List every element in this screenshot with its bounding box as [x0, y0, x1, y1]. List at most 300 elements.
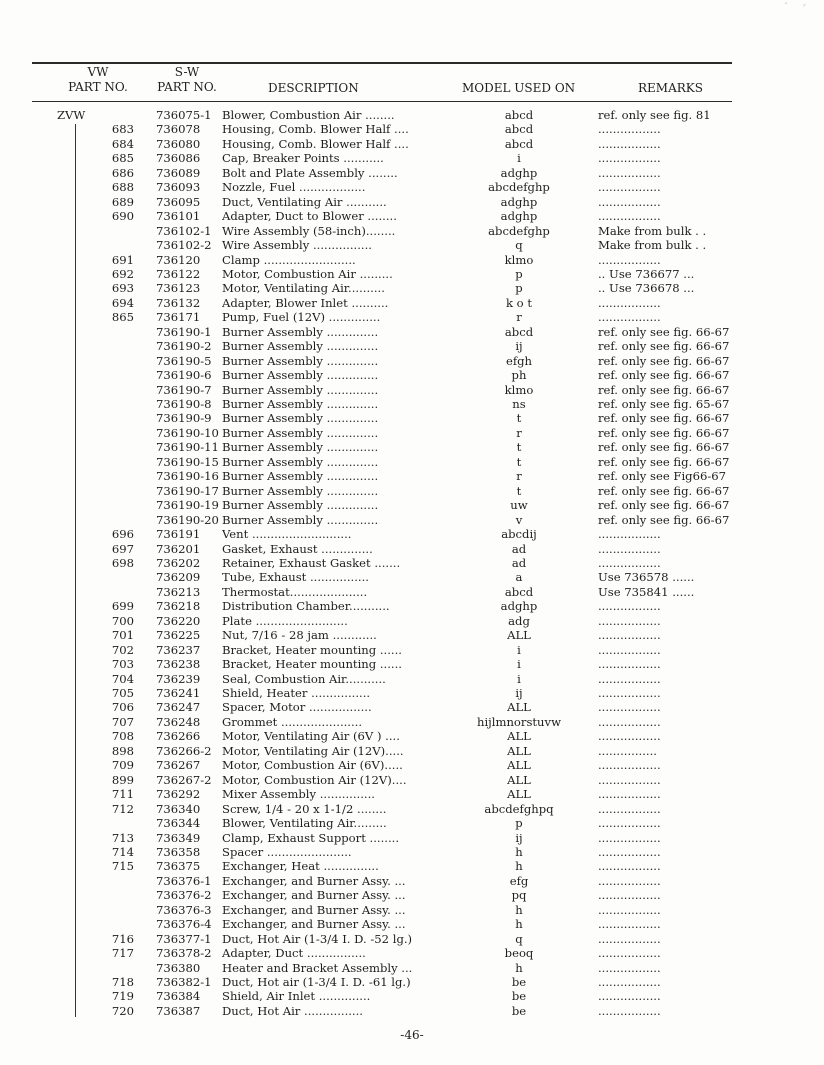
remarks-cell: ref. only see fig. 66-67: [598, 454, 730, 469]
model-used-on-cell: klmo: [504, 382, 534, 397]
model-used-on-cell: i: [517, 642, 521, 657]
sw-part-no-cell: 736191: [156, 527, 201, 542]
description-cell: Motor, Combustion Air .........: [222, 266, 393, 281]
model-used-on-cell: ALL: [507, 758, 531, 773]
remarks-cell: .................: [598, 816, 661, 831]
vw-part-no-cell: 685: [111, 151, 134, 166]
description-cell: Motor, Combustion Air (6V).....: [222, 758, 403, 773]
vw-part-no-cell: ZVW: [57, 108, 86, 122]
sw-part-no-cell: 736209: [156, 570, 201, 585]
table-row: [0, 108, 824, 123]
description-cell: Motor, Ventilating Air..........: [222, 281, 385, 296]
sw-part-no-cell: 736266: [156, 729, 201, 744]
vw-part-no-cell: 865: [111, 310, 134, 325]
header-sw-line2: PART NO.: [157, 80, 217, 94]
remarks-cell: .................: [598, 671, 661, 686]
sw-part-no-cell: 736120: [156, 252, 201, 267]
remarks-cell: .................: [598, 122, 661, 137]
model-used-on-cell: ALL: [507, 787, 531, 802]
sw-part-no-cell: 736213: [156, 584, 201, 599]
table-row: [0, 310, 824, 325]
description-cell: Adapter, Blower Inlet ..........: [222, 295, 389, 310]
sw-part-no-cell: 736340: [156, 801, 201, 816]
vw-part-no-cell: 720: [111, 1003, 134, 1018]
description-cell: Burner Assembly ..............: [222, 324, 379, 339]
model-used-on-cell: ij: [515, 339, 523, 354]
table-row: [0, 585, 824, 600]
sw-part-no-cell: 736375: [156, 859, 201, 874]
remarks-cell: .................: [598, 628, 661, 643]
model-used-on-cell: abcd: [504, 108, 534, 122]
vw-part-no-cell: 686: [111, 165, 134, 180]
sw-part-no-cell: 736190-2: [156, 339, 212, 354]
table-row: [0, 989, 824, 1004]
model-used-on-cell: i: [517, 151, 521, 166]
model-used-on-cell: ALL: [507, 628, 531, 643]
table-row: [0, 267, 824, 282]
vw-part-no-cell: 699: [111, 599, 134, 614]
model-used-on-cell: ij: [515, 830, 523, 845]
sw-part-no-cell: 736171: [156, 310, 201, 325]
sw-part-no-cell: 736075-1: [156, 108, 212, 122]
description-cell: Exchanger, and Burner Assy. ...: [222, 873, 406, 888]
remarks-cell: ref. only see fig. 66-67: [598, 498, 730, 513]
sw-part-no-cell: 736190-16: [156, 469, 219, 484]
description-cell: Burner Assembly ..............: [222, 483, 379, 498]
remarks-cell: .................: [598, 151, 661, 166]
table-row: [0, 166, 824, 181]
table-row: [0, 151, 824, 166]
remarks-cell: .................: [598, 686, 661, 700]
description-cell: Motor, Ventilating Air (12V).....: [222, 743, 404, 758]
model-used-on-cell: p: [515, 266, 523, 281]
remarks-cell: ref. only see fig. 66-67: [598, 368, 730, 383]
description-cell: Duct, Hot Air (1-3/4 I. D. -52 lg.): [222, 931, 413, 946]
sw-part-no-cell: 736190-19: [156, 498, 219, 513]
table-row: [0, 888, 824, 903]
remarks-cell: .................: [598, 946, 661, 961]
model-used-on-cell: t: [516, 440, 522, 455]
remarks-cell: .................: [598, 310, 661, 325]
remarks-cell: .................: [598, 252, 661, 267]
vw-part-no-cell: 707: [111, 714, 134, 729]
description-cell: Bolt and Plate Assembly ........: [222, 165, 398, 180]
header-model-used-on: MODEL USED ON: [462, 81, 576, 95]
remarks-cell: .................: [598, 989, 661, 1004]
model-used-on-cell: abcdefghp: [488, 223, 550, 238]
top-rule: [32, 62, 732, 64]
description-cell: Shield, Air Inlet ..............: [222, 989, 371, 1004]
remarks-cell: .................: [598, 180, 661, 195]
description-cell: Exchanger, and Burner Assy. ...: [222, 917, 406, 932]
vw-part-no-cell: 701: [111, 628, 134, 643]
table-row: [0, 932, 824, 947]
remarks-cell: .................: [598, 844, 661, 859]
model-used-on-cell: abcd: [504, 122, 534, 137]
header-remarks: REMARKS: [638, 81, 703, 95]
description-cell: Burner Assembly ..............: [222, 469, 379, 484]
table-row: [0, 903, 824, 918]
description-cell: Pump, Fuel (12V) ..............: [222, 310, 381, 325]
model-used-on-cell: abcd: [504, 584, 534, 599]
model-used-on-cell: abcdij: [501, 527, 537, 542]
remarks-cell: .................: [598, 960, 661, 975]
remarks-cell: Make from bulk . .: [598, 238, 707, 253]
model-used-on-cell: h: [515, 902, 523, 917]
table-row: [0, 281, 824, 296]
description-cell: Burner Assembly ..............: [222, 454, 379, 469]
remarks-cell: Make from bulk . .: [598, 223, 707, 238]
table-row: [0, 209, 824, 224]
description-cell: Burner Assembly ..............: [222, 425, 379, 440]
vw-part-no-cell: 700: [111, 613, 134, 628]
description-cell: Housing, Comb. Blower Half ....: [222, 136, 409, 151]
model-used-on-cell: p: [515, 816, 523, 831]
model-used-on-cell: ALL: [507, 729, 531, 744]
model-used-on-cell: adghp: [500, 599, 538, 614]
table-row: [0, 614, 824, 629]
table-row: [0, 513, 824, 528]
table-row: [0, 715, 824, 730]
sw-part-no-cell: 736376-2: [156, 888, 212, 903]
model-used-on-cell: efgh: [505, 353, 533, 368]
description-cell: Clamp, Exhaust Support ........: [222, 830, 400, 845]
header-sw-line1: S-W: [174, 65, 200, 79]
model-used-on-cell: ALL: [507, 772, 531, 787]
remarks-cell: ref. only see fig. 66-67: [598, 425, 730, 440]
model-used-on-cell: abcdefghpq: [484, 801, 554, 816]
sw-part-no-cell: 736241: [156, 686, 201, 700]
table-row: [0, 975, 824, 990]
table-row: [0, 845, 824, 860]
vw-part-no-cell: 696: [111, 527, 134, 542]
sw-part-no-cell: 736387: [156, 1003, 201, 1018]
vw-part-no-cell: 697: [111, 541, 134, 556]
model-used-on-cell: t: [516, 483, 522, 498]
remarks-cell: .................: [598, 209, 661, 224]
model-used-on-cell: pq: [511, 888, 527, 903]
remarks-cell: ref. only see fig. 66-67: [598, 382, 730, 397]
vw-part-no-cell: 898: [111, 743, 134, 758]
description-cell: Spacer, Motor .................: [222, 700, 372, 715]
table-row: [0, 859, 824, 874]
remarks-cell: .................: [598, 613, 661, 628]
remarks-cell: .................: [598, 1003, 661, 1018]
model-used-on-cell: a: [515, 570, 523, 585]
model-used-on-cell: adghp: [500, 209, 538, 224]
table-row: [0, 556, 824, 571]
sw-part-no-cell: 736089: [156, 165, 201, 180]
description-cell: Grommet ......................: [222, 714, 363, 729]
sw-part-no-cell: 736380: [156, 960, 201, 975]
remarks-cell: .. Use 736677 ...: [598, 266, 695, 281]
model-used-on-cell: t: [516, 454, 522, 469]
vw-part-no-cell: 691: [111, 252, 134, 267]
vw-part-no-cell: 689: [111, 194, 134, 209]
remarks-cell: ref. only see fig. 66-67: [598, 512, 730, 527]
table-row: [0, 397, 824, 412]
sw-part-no-cell: 736237: [156, 642, 201, 657]
sw-part-no-cell: 736220: [156, 613, 201, 628]
sw-part-no-cell: 736190-15: [156, 454, 219, 469]
vw-part-no-cell: 706: [111, 700, 134, 715]
remarks-cell: .................: [598, 714, 661, 729]
vw-part-no-cell: 714: [111, 844, 134, 859]
sw-part-no-cell: 736267-2: [156, 772, 212, 787]
vw-part-no-cell: 684: [111, 136, 134, 151]
vw-part-no-cell: 715: [111, 859, 134, 874]
description-cell: Blower, Combustion Air ........: [222, 108, 395, 122]
description-cell: Adapter, Duct ................: [222, 946, 366, 961]
description-cell: Exchanger, Heat ...............: [222, 859, 379, 874]
description-cell: Burner Assembly ..............: [222, 368, 379, 383]
model-used-on-cell: ij: [515, 686, 523, 700]
description-cell: Cap, Breaker Points ...........: [222, 151, 384, 166]
sw-part-no-cell: 736266-2: [156, 743, 212, 758]
sw-part-no-cell: 736239: [156, 671, 201, 686]
table-row: [0, 657, 824, 672]
vw-part-no-cell: 690: [111, 209, 134, 224]
table-row: [0, 946, 824, 961]
table-row: [0, 426, 824, 441]
sw-part-no-cell: 736190-17: [156, 483, 219, 498]
model-used-on-cell: be: [511, 989, 527, 1004]
model-used-on-cell: h: [515, 960, 523, 975]
table-row: [0, 831, 824, 846]
table-row: [0, 224, 824, 239]
vw-part-no-cell: 708: [111, 729, 134, 744]
header-description: DESCRIPTION: [268, 81, 359, 95]
remarks-cell: ref. only see fig. 66-67: [598, 339, 730, 354]
table-row: [0, 744, 824, 759]
description-cell: Exchanger, and Burner Assy. ...: [222, 902, 406, 917]
table-row: [0, 122, 824, 137]
remarks-cell: .................: [598, 541, 661, 556]
model-used-on-cell: t: [516, 411, 522, 426]
description-cell: Vent ...........................: [222, 527, 352, 542]
model-used-on-cell: adg: [508, 613, 530, 628]
remarks-cell: .................: [598, 975, 661, 989]
sw-part-no-cell: 736190-1: [156, 324, 212, 339]
description-cell: Distribution Chamber...........: [222, 599, 390, 614]
description-cell: Plate .........................: [222, 613, 348, 628]
description-cell: Motor, Combustion Air (12V)....: [222, 772, 407, 787]
remarks-cell: ref. only see fig. 66-67: [598, 440, 730, 455]
description-cell: Retainer, Exhaust Gasket .......: [222, 555, 401, 570]
remarks-cell: .................: [598, 931, 661, 946]
table-row: [0, 238, 824, 253]
remarks-cell: .................: [598, 136, 661, 151]
remarks-cell: .................: [598, 729, 661, 744]
description-cell: Exchanger, and Burner Assy. ...: [222, 888, 406, 903]
model-used-on-cell: efg: [509, 873, 529, 888]
sw-part-no-cell: 736080: [156, 136, 201, 151]
vw-part-no-cell: 719: [111, 989, 134, 1004]
scan-mark: ˇ ʳ: [783, 2, 806, 11]
header-vw-part-no: [62, 65, 134, 95]
model-used-on-cell: v: [515, 512, 523, 527]
description-cell: Heater and Bracket Assembly ...: [222, 960, 413, 975]
model-used-on-cell: i: [517, 671, 521, 686]
model-used-on-cell: uw: [510, 498, 528, 513]
table-row: [0, 773, 824, 788]
model-used-on-cell: ph: [511, 368, 527, 383]
table-row: [0, 729, 824, 744]
description-cell: Burner Assembly ..............: [222, 339, 379, 354]
description-cell: Shield, Heater ................: [222, 686, 371, 700]
table-row: [0, 195, 824, 210]
remarks-cell: ref. only see Fig66-67: [598, 469, 726, 484]
sw-part-no-cell: 736190-20: [156, 512, 219, 527]
remarks-cell: ref. only see fig. 65-67: [598, 397, 730, 411]
description-cell: Nut, 7/16 - 28 jam ............: [222, 628, 377, 643]
remarks-cell: ref. only see fig. 66-67: [598, 324, 730, 339]
sw-part-no-cell: 736247: [156, 700, 201, 715]
table-row: [0, 368, 824, 383]
vw-part-no-cell: 702: [111, 642, 134, 657]
model-used-on-cell: hijlmnorstuvw: [476, 714, 561, 729]
header-sw-part-no: [150, 65, 224, 95]
remarks-cell: .................: [598, 555, 661, 570]
sw-part-no-cell: 736378-2: [156, 946, 212, 961]
table-row: [0, 354, 824, 369]
table-row: [0, 542, 824, 557]
vw-part-no-cell: 899: [111, 772, 134, 787]
page-number: -46-: [400, 1028, 424, 1042]
table-row: [0, 527, 824, 542]
sw-part-no-cell: 736102-1: [156, 223, 212, 238]
vw-part-no-cell: 704: [111, 671, 134, 686]
description-cell: Wire Assembly (58-inch)........: [222, 223, 396, 238]
sw-part-no-cell: 736093: [156, 180, 201, 195]
sw-part-no-cell: 736102-2: [156, 238, 212, 253]
vw-part-no-cell: 692: [111, 266, 134, 281]
remarks-cell: .................: [598, 772, 661, 787]
table-row: [0, 917, 824, 932]
vw-part-no-cell: 716: [111, 931, 134, 946]
remarks-cell: .................: [598, 787, 661, 802]
model-used-on-cell: abcdefghp: [488, 180, 550, 195]
table-row: [0, 628, 824, 643]
sw-part-no-cell: 736132: [156, 295, 201, 310]
model-used-on-cell: r: [516, 469, 522, 484]
model-used-on-cell: be: [511, 975, 527, 989]
model-used-on-cell: r: [516, 310, 522, 325]
table-row: [0, 570, 824, 585]
sw-part-no-cell: 736238: [156, 657, 201, 672]
sw-part-no-cell: 736384: [156, 989, 201, 1004]
sw-part-no-cell: 736190-11: [156, 440, 219, 455]
remarks-cell: .................: [598, 873, 661, 888]
remarks-cell: .................: [598, 801, 661, 816]
vw-part-no-cell: 717: [111, 946, 134, 961]
sw-part-no-cell: 736190-9: [156, 411, 212, 426]
remarks-cell: .................: [598, 165, 661, 180]
vw-part-no-cell: 688: [111, 180, 134, 195]
description-cell: Duct, Ventilating Air ...........: [222, 194, 387, 209]
header-vw-line1: VW: [87, 65, 109, 79]
table-row: [0, 816, 824, 831]
model-used-on-cell: beoq: [504, 946, 534, 961]
table-row: [0, 686, 824, 701]
sw-part-no-cell: 736344: [156, 816, 201, 831]
description-cell: Motor, Ventilating Air (6V ) ....: [222, 729, 400, 744]
remarks-cell: ref. only see fig. 66-67: [598, 353, 730, 368]
description-cell: Burner Assembly ..............: [222, 440, 379, 455]
description-cell: Spacer .......................: [222, 844, 352, 859]
table-row: [0, 484, 824, 499]
vw-part-no-cell: 713: [111, 830, 134, 845]
sw-part-no-cell: 736190-6: [156, 368, 212, 383]
remarks-cell: .................: [598, 657, 661, 672]
table-row: [0, 469, 824, 484]
remarks-cell: .................: [598, 599, 661, 614]
description-cell: Duct, Hot air (1-3/4 I. D. -61 lg.): [222, 975, 411, 989]
table-row: [0, 253, 824, 268]
remarks-cell: .. Use 736678 ...: [598, 281, 695, 296]
description-cell: Burner Assembly ..............: [222, 498, 379, 513]
table-row: [0, 672, 824, 687]
sw-part-no-cell: 736078: [156, 122, 201, 137]
remarks-cell: .................: [598, 888, 661, 903]
vw-part-no-cell: 705: [111, 686, 134, 700]
remarks-cell: .................: [598, 295, 661, 310]
sw-part-no-cell: 736190-8: [156, 397, 212, 411]
vw-part-no-cell: 711: [111, 787, 134, 802]
table-row: [0, 961, 824, 976]
vw-part-no-cell: 683: [111, 122, 134, 137]
vw-part-no-cell: 712: [111, 801, 134, 816]
description-cell: Mixer Assembly ...............: [222, 787, 375, 802]
sw-part-no-cell: 736122: [156, 266, 201, 281]
table-row: [0, 758, 824, 773]
model-used-on-cell: r: [516, 425, 522, 440]
sw-part-no-cell: 736292: [156, 787, 201, 802]
sw-part-no-cell: 736101: [156, 209, 201, 224]
sw-part-no-cell: 736349: [156, 830, 201, 845]
model-used-on-cell: h: [515, 859, 523, 874]
sw-part-no-cell: 736225: [156, 628, 201, 643]
sw-part-no-cell: 736190-10: [156, 425, 219, 440]
description-cell: Burner Assembly ..............: [222, 353, 379, 368]
remarks-cell: ref. only see fig. 81: [598, 108, 711, 122]
remarks-cell: .................: [598, 758, 661, 773]
sw-part-no-cell: 736267: [156, 758, 201, 773]
remarks-cell: ................: [598, 743, 657, 758]
table-row: [0, 455, 824, 470]
table-row: [0, 498, 824, 513]
model-used-on-cell: ALL: [507, 743, 531, 758]
table-row: [0, 339, 824, 354]
description-cell: Burner Assembly ..............: [222, 397, 379, 411]
remarks-cell: .................: [598, 830, 661, 845]
description-cell: Bracket, Heater mounting ......: [222, 642, 402, 657]
model-used-on-cell: k o t: [505, 295, 533, 310]
sw-part-no-cell: 736376-4: [156, 917, 212, 932]
description-cell: Thermostat.....................: [222, 584, 368, 599]
table-row: [0, 180, 824, 195]
remarks-cell: ref. only see fig. 66-67: [598, 483, 730, 498]
table-row: [0, 643, 824, 658]
description-cell: Screw, 1/4 - 20 x 1-1/2 ........: [222, 801, 387, 816]
description-cell: Burner Assembly ..............: [222, 512, 379, 527]
description-cell: Bracket, Heater mounting ......: [222, 657, 402, 672]
sw-part-no-cell: 736358: [156, 844, 201, 859]
model-used-on-cell: p: [515, 281, 523, 296]
sw-part-no-cell: 736376-1: [156, 873, 212, 888]
model-used-on-cell: ad: [511, 555, 527, 570]
sw-part-no-cell: 736201: [156, 541, 201, 556]
